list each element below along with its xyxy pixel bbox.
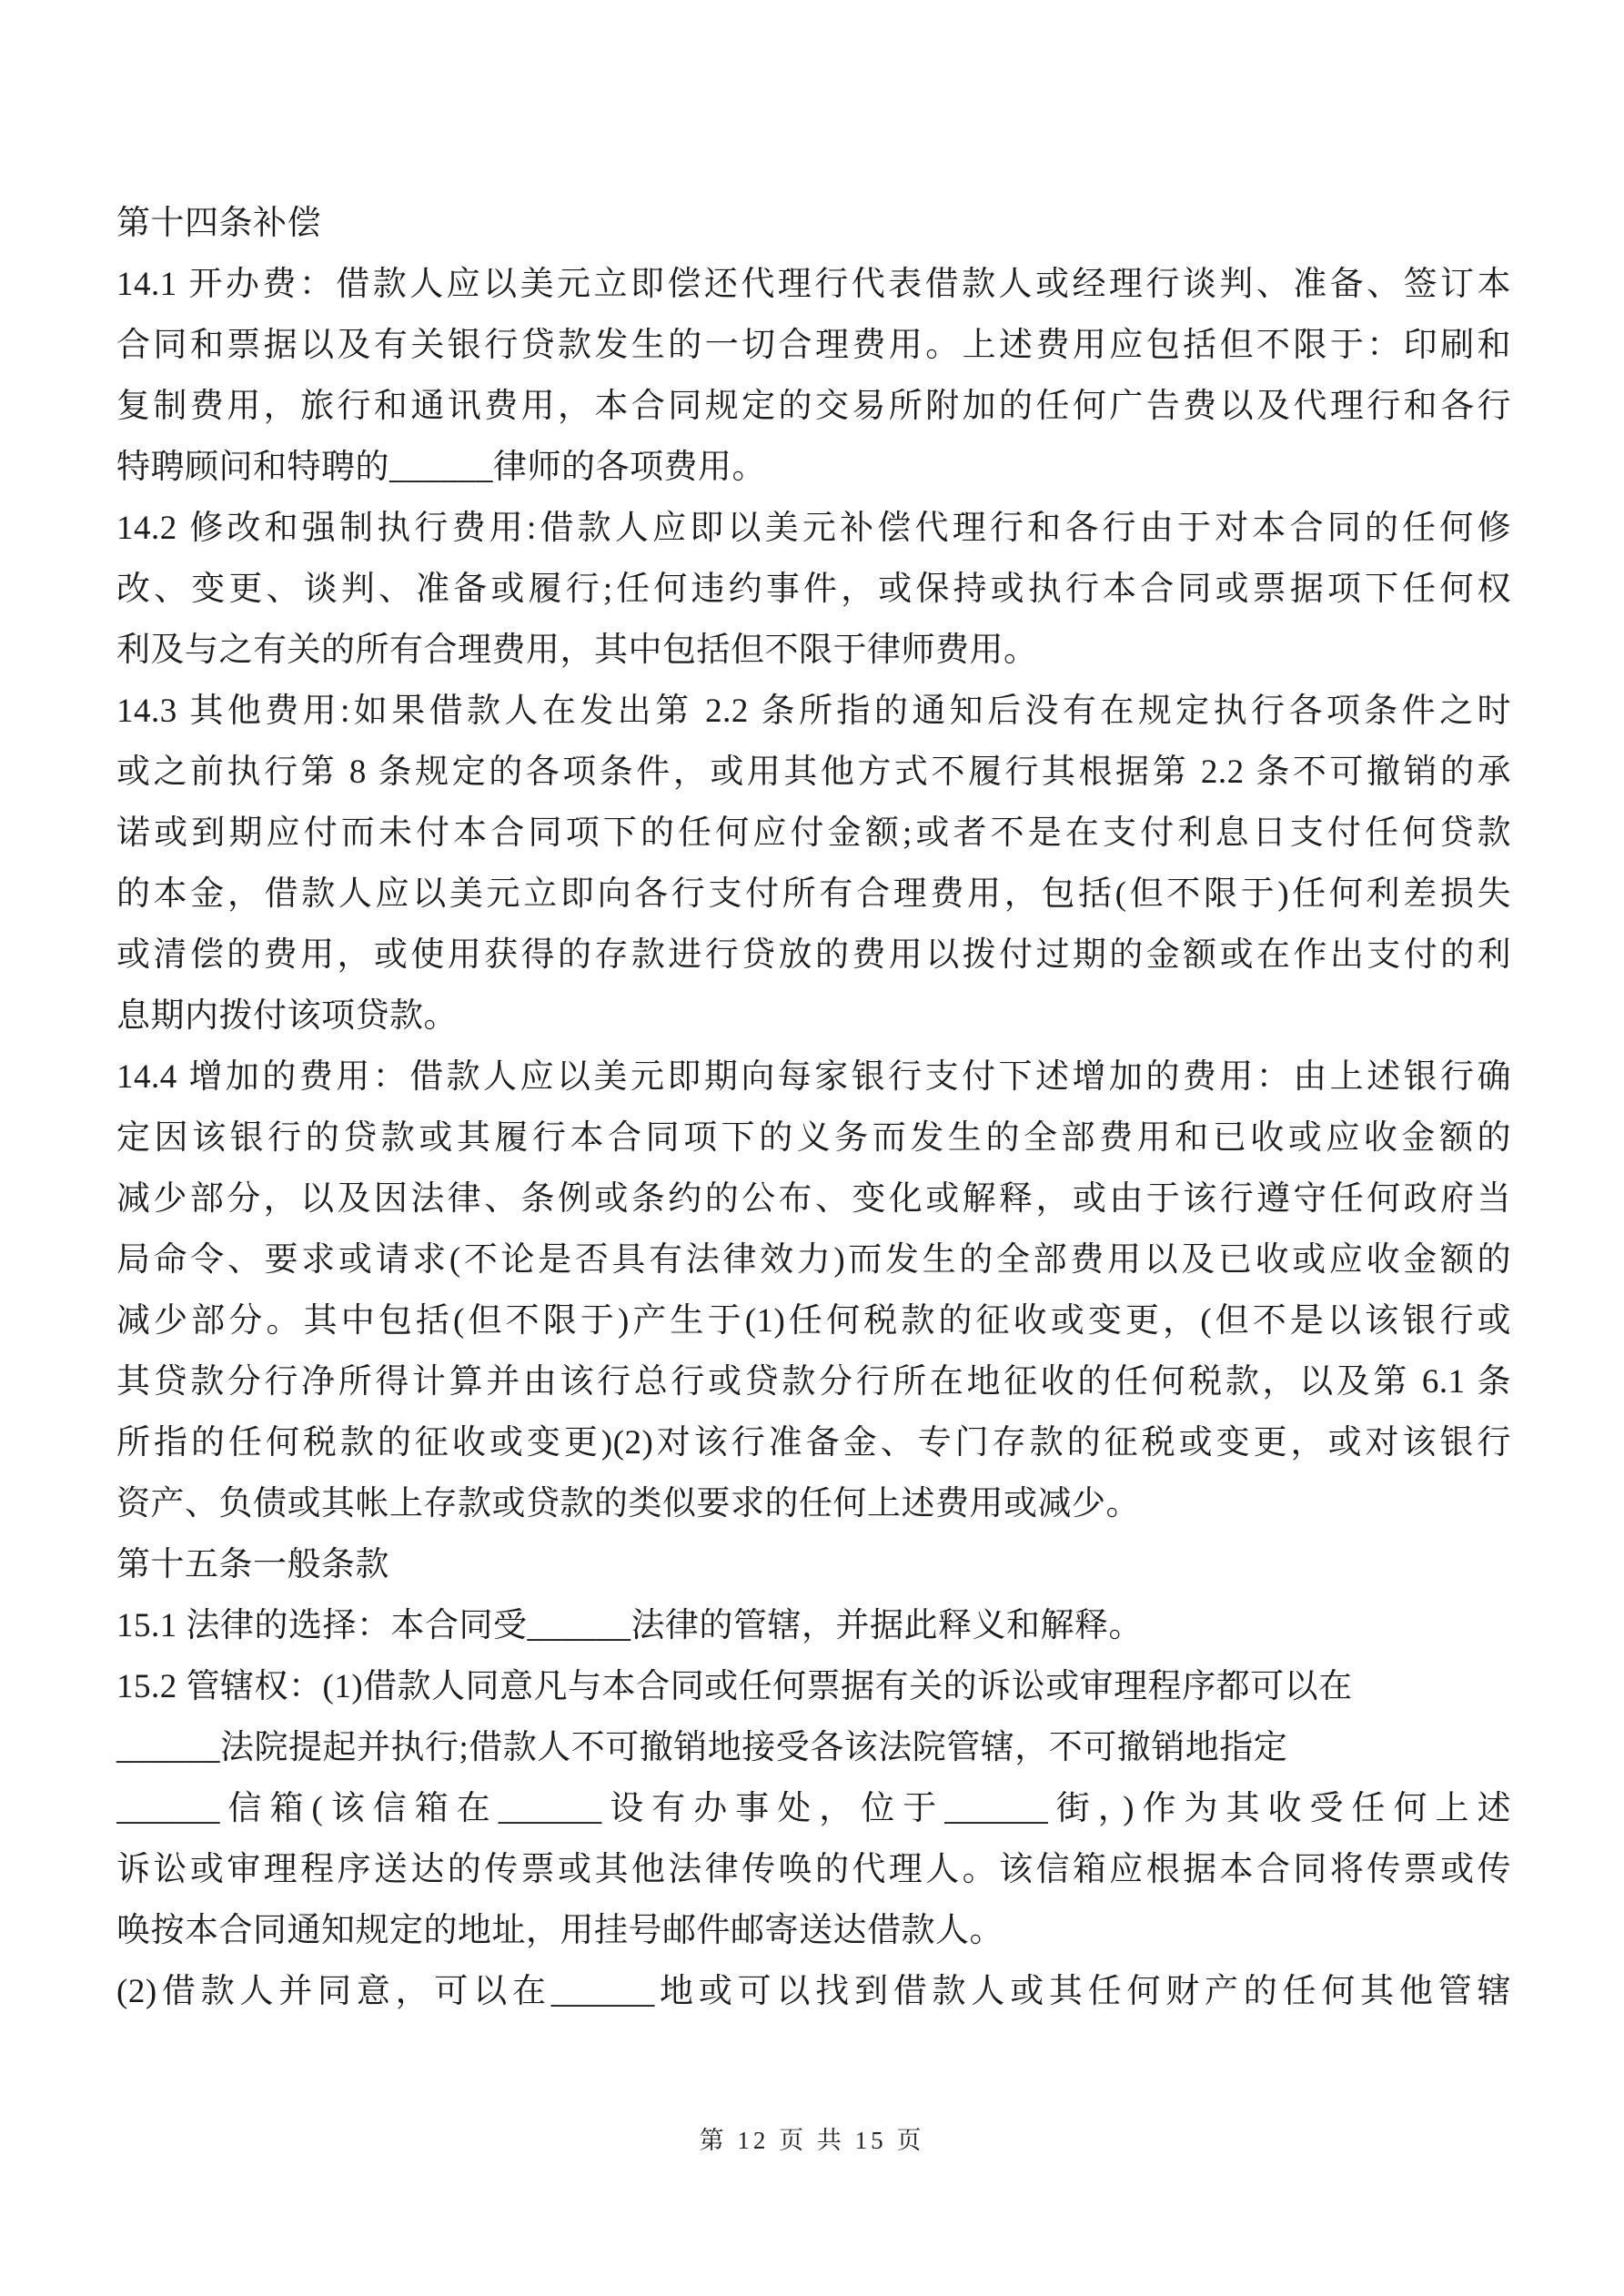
text-line: 或之前执行第 8 条规定的各项条件，或用其他方式不履行其根据第 2.2 条不可撤销的承 [116,754,1511,791]
text-line: 局命令、要求或请求(不论是否具有法律效力)而发生的全部费用以及已收或应收金额的 [116,1241,1511,1279]
text-line: 的本金，借款人应以美元立即向各行支付所有合理费用，包括(但不限于)任何利差损失 [116,875,1511,913]
text-line: 所指的任何税款的征收或变更)(2)对该行准备金、专门存款的征税或变更，或对该银行 [116,1424,1511,1462]
text-line: 减少部分，以及因法律、条例或条约的公布、变化或解释，或由于该行遵守任何政府当 [116,1180,1511,1218]
text-line: (2)借款人并同意，可以在______地或可以找到借款人或其任何财产的任何其他管辖 [116,1973,1511,2010]
text-line: 特聘顾问和特聘的______律师的各项费用。 [116,449,766,486]
text-line: 第十四条补偿 [116,205,321,242]
clause-14-2 [116,498,1511,681]
text-line: 14.1 开办费：借款人应以美元立即偿还代理行代表借款人或经理行谈判、准备、签订本 [116,266,1511,303]
page-footer [0,2120,1624,2156]
text-line: 第十五条一般条款 [116,1546,389,1583]
text-line: ______信箱(该信箱在______设有办事处，位于______街，)作为其收受任何上述 [116,1790,1511,1827]
clause-15-2-part-2 [116,1961,1511,2022]
page-number-label: 第 12 页 共 15 页 [699,2127,925,2154]
text-line: 诺或到期应付而未付本合同项下的任何应付金额;或者不是在支付利息日支付任何贷款 [116,814,1511,852]
text-line: 14.4 增加的费用：借款人应以美元即期向每家银行支付下述增加的费用：由上述银行确 [116,1058,1511,1096]
text-line: 14.2 修改和强制执行费用:借款人应即以美元补偿代理行和各行由于对本合同的任何修 [116,510,1511,547]
text-line: ______法院提起并执行;借款人不可撤销地接受各该法院管辖，不可撤销地指定 [116,1729,1288,1766]
text-line: 改、变更、谈判、准备或履行;任何违约事件，或保持或执行本合同或票据项下任何权 [116,571,1511,608]
clause-15-1 [116,1595,1511,1656]
text-line: 利及与之有关的所有合理费用，其中包括但不限于律师费用。 [116,632,1038,669]
text-line: 14.3 其他费用:如果借款人在发出第 2.2 条所指的通知后没有在规定执行各项条件之时 [116,693,1511,730]
clause-14-4 [116,1047,1511,1534]
text-line: 合同和票据以及有关银行贷款发生的一切合理费用。上述费用应包括但不限于：印刷和 [116,327,1511,364]
clause-14-1 [116,254,1511,498]
text-line: 或清偿的费用，或使用获得的存款进行贷放的费用以拨付过期的金额或在作出支付的利 [116,936,1511,974]
text-line: 诉讼或审理程序送达的传票或其他法律传唤的代理人。该信箱应根据本合同将传票或传 [116,1851,1511,1888]
text-line: 资产、负债或其帐上存款或贷款的类似要求的任何上述费用或减少。 [116,1485,1140,1522]
clause-14-3 [116,681,1511,1047]
text-line: 唤按本合同通知规定的地址，用挂号邮件邮寄送达借款人。 [116,1912,1004,1949]
document-body [116,193,1511,2022]
clause-15-2-part-1 [116,1656,1511,1961]
article-15-heading [116,1534,1511,1595]
text-line: 15.2 管辖权：(1)借款人同意凡与本合同或任何票据有关的诉讼或审理程序都可以在 [116,1668,1353,1705]
text-line: 复制费用，旅行和通讯费用，本合同规定的交易所附加的任何广告费以及代理行和各行 [116,388,1511,425]
text-line: 15.1 法律的选择：本合同受______法律的管辖，并据此释义和解释。 [116,1607,1143,1644]
text-line: 息期内拨付该项贷款。 [116,997,458,1035]
text-line: 其贷款分行净所得计算并由该行总行或贷款分行所在地征收的任何税款，以及第 6.1 条 [116,1363,1511,1401]
text-line: 定因该银行的贷款或其履行本合同项下的义务而发生的全部费用和已收或应收金额的 [116,1119,1511,1157]
text-line: 减少部分。其中包括(但不限于)产生于(1)任何税款的征收或变更，(但不是以该银行或 [116,1302,1511,1340]
article-14-heading [116,193,1511,254]
